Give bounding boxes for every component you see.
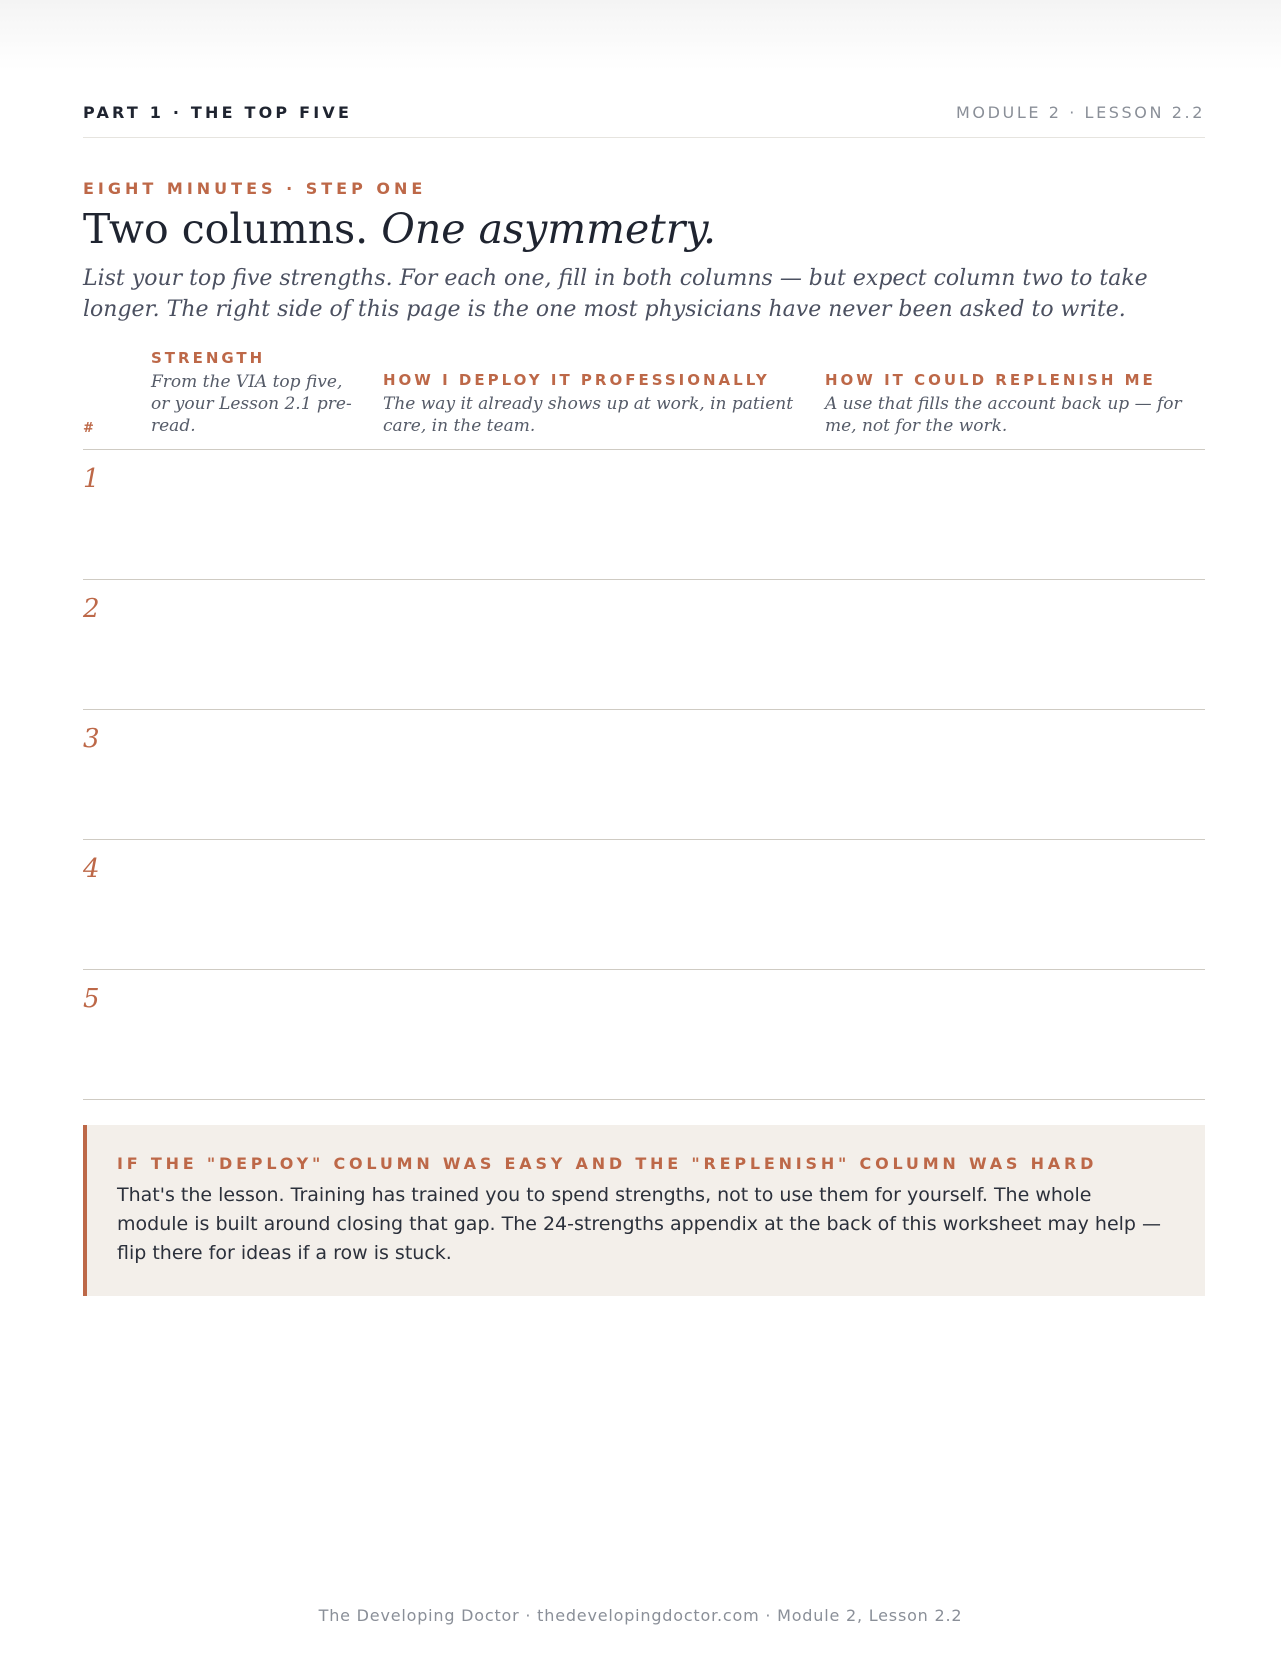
page-footer: The Developing Doctor · thedevelopingdoctor.com · Module 2, Lesson 2.2 — [318, 1606, 963, 1625]
row-number: 4 — [83, 854, 100, 884]
table-row — [83, 970, 1205, 1100]
strength-field[interactable] — [151, 850, 361, 958]
module-lesson-label: MODULE 2 · LESSON 2.2 — [955, 103, 1205, 122]
deploy-field[interactable] — [383, 590, 803, 698]
replenish-field[interactable] — [825, 980, 1205, 1088]
column-hint: The way it already shows up at work, in patient care, in the team. — [383, 394, 794, 436]
row-number: 3 — [83, 724, 100, 754]
table-row — [83, 580, 1205, 710]
column-label: HOW IT COULD REPLENISH ME — [825, 371, 1156, 389]
replenish-field[interactable] — [825, 850, 1205, 958]
table-row — [83, 840, 1205, 970]
strength-field[interactable] — [151, 460, 361, 568]
part-label: PART 1 · THE TOP FIVE — [83, 103, 353, 122]
column-header-replenish — [825, 371, 1205, 437]
page-top-shadow — [0, 0, 1281, 70]
page-title — [83, 205, 716, 253]
deploy-field[interactable] — [383, 850, 803, 958]
callout-body: That's the lesson. Training has trained you to spend strengths, not to use them for yourself. The whole module is built around closing that gap. The 24-strengths appendix at the back of this worksheet may help — flip there for ideas if a row is stuck. — [117, 1184, 1162, 1264]
strength-field[interactable] — [151, 590, 361, 698]
instructions: List your top five strengths. For each one, fill in both columns — but expect column two to take longer. The right side of this page is the one most physicians have never been asked to write. — [83, 266, 1148, 322]
running-header — [83, 103, 1205, 138]
title-plain: Two columns. — [83, 205, 369, 253]
deploy-field[interactable] — [383, 720, 803, 828]
row-number-header: # — [83, 421, 94, 436]
replenish-field[interactable] — [825, 590, 1205, 698]
row-number: 2 — [83, 594, 100, 624]
column-header-deploy — [383, 371, 803, 437]
row-number: 5 — [83, 984, 100, 1014]
callout-title: IF THE "DEPLOY" COLUMN WAS EASY AND THE "REPLENISH" COLUMN WAS HARD — [117, 1154, 1098, 1173]
replenish-field[interactable] — [825, 460, 1205, 568]
title-italic: One asymmetry. — [381, 205, 717, 253]
column-hint: From the VIA top five, or your Lesson 2.1 pre-read. — [151, 372, 352, 436]
deploy-field[interactable] — [383, 460, 803, 568]
table-row — [83, 450, 1205, 580]
column-label: STRENGTH — [151, 349, 266, 367]
column-header-strength — [151, 349, 361, 437]
step-eyebrow: EIGHT MINUTES · STEP ONE — [83, 179, 427, 198]
column-hint: A use that fills the account back up — for me, not for the work. — [825, 394, 1182, 436]
row-number: 1 — [83, 464, 100, 494]
deploy-field[interactable] — [383, 980, 803, 1088]
strength-field[interactable] — [151, 980, 361, 1088]
lesson-callout — [83, 1125, 1205, 1296]
table-row — [83, 710, 1205, 840]
strength-field[interactable] — [151, 720, 361, 828]
column-label: HOW I DEPLOY IT PROFESSIONALLY — [383, 371, 770, 389]
replenish-field[interactable] — [825, 720, 1205, 828]
